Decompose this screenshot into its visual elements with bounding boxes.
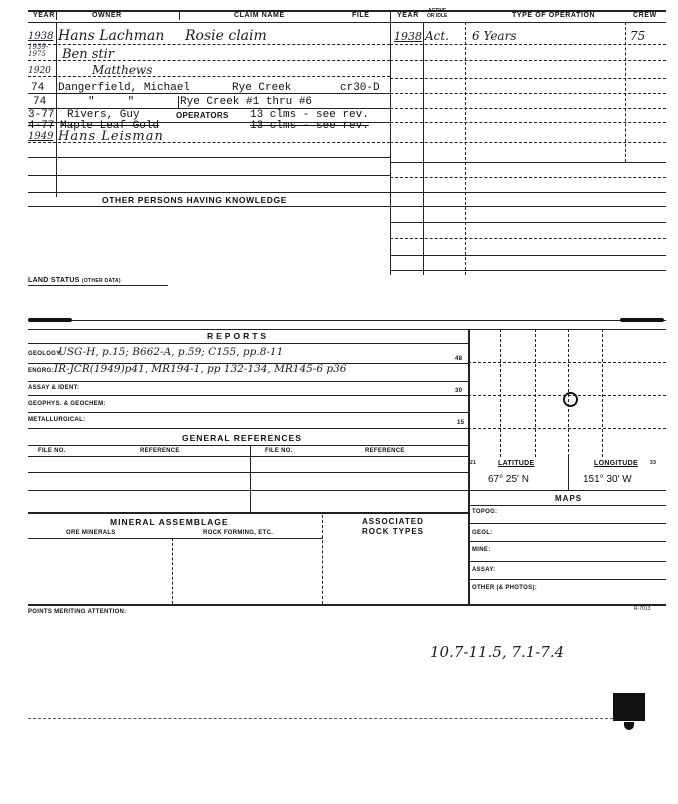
- maps-other-photos: OTHER (& PHOTOS):: [472, 585, 537, 591]
- header-active-or-idle: ACTIVE OR IDLE: [427, 8, 448, 19]
- longitude-label: LONGITUDE: [594, 460, 638, 467]
- genref-header-reference-2: REFERENCE: [365, 448, 405, 454]
- genref-header-reference-1: REFERENCE: [140, 448, 180, 454]
- maps-title: MAPS: [555, 494, 583, 503]
- general-references-title: GENERAL REFERENCES: [182, 433, 302, 443]
- owner-row-8-year: 1949: [28, 131, 54, 142]
- grid-number-48: 48: [455, 356, 463, 362]
- black-tab-mark: [624, 722, 634, 730]
- longitude-corner: 33: [650, 460, 657, 466]
- owner-row-7-claim: 13 clms - see rev.: [250, 120, 369, 132]
- rock-forming-label: ROCK FORMING, ETC.: [203, 530, 274, 536]
- genref-header-file-no-1: FILE NO.: [38, 448, 66, 454]
- owner-row-6-claim: 13 clms - see rev.: [250, 109, 369, 121]
- operation-year: 1938: [394, 30, 422, 43]
- metallurgical-label: METALLURGICAL:: [28, 417, 86, 423]
- owner-row-2-owner: Ben stir: [62, 47, 115, 62]
- owner-row-2-year: 1939- 1975: [28, 43, 49, 58]
- header-year-2: YEAR: [397, 12, 419, 19]
- header-type-of-operation: TYPE OF OPERATION: [512, 12, 596, 19]
- owner-row-1-owner: Hans Lachman: [58, 28, 165, 44]
- owner-row-7-owner: Maple Leaf Gold: [60, 120, 160, 132]
- latitude-value: 67° 25' N: [488, 474, 529, 485]
- assay-ident-label: ASSAY & IDENT:: [28, 385, 80, 391]
- engrg-label: ENGRG:: [28, 368, 54, 374]
- owner-row-7-year: 4-77: [28, 120, 55, 132]
- location-marker-icon: [563, 392, 578, 407]
- genref-header-file-no-2: FILE NO.: [265, 448, 293, 454]
- owner-row-8-owner: Hans Leisman: [58, 129, 164, 144]
- latitude-corner: 21: [470, 460, 477, 466]
- other-persons-label: OTHER PERSONS HAVING KNOWLEDGE: [102, 195, 288, 205]
- geology-value: USG-H, p.15; B662-A, p.59; C155, pp.8-11: [58, 346, 284, 358]
- longitude-value: 151° 30' W: [583, 474, 632, 485]
- owner-row-4-file: cr30-D: [340, 82, 380, 94]
- grid-number-15: 15: [457, 420, 465, 426]
- latitude-label: LATITUDE: [498, 460, 535, 467]
- form-number: R-7013: [634, 606, 651, 612]
- black-square-mark: [613, 693, 645, 721]
- engrg-value: IR-JCR(1949)p41, MR194-1, pp 132-134, MR145-6 p36: [54, 363, 347, 375]
- ore-minerals-label: ORE MINERALS: [66, 530, 116, 536]
- maps-topog: TOPOG:: [472, 509, 498, 515]
- maps-geol: GEOL:: [472, 530, 493, 536]
- owner-row-6-year: 3-77: [28, 109, 55, 121]
- header-crew: CREW: [633, 12, 657, 19]
- operators-label: OPERATORS: [176, 111, 229, 120]
- header-year: YEAR: [33, 12, 55, 19]
- grid-number-30: 30: [455, 388, 463, 394]
- owner-row-5-owner: " ": [88, 96, 135, 108]
- header-file: FILE: [352, 12, 370, 19]
- owner-row-1-claim: Rosie claim: [185, 28, 267, 44]
- header-owner: OWNER: [92, 12, 122, 19]
- land-status-label: LAND STATUS (OTHER DATA): [28, 277, 121, 284]
- operation-crew: 75: [630, 29, 646, 43]
- reports-title: REPORTS: [207, 331, 270, 341]
- owner-row-3-year: 1920: [28, 66, 51, 76]
- owner-row-4-claim: Rye Creek: [232, 82, 292, 94]
- operation-type: 6 Years: [472, 29, 517, 43]
- owner-row-6-owner: Rivers, Guy: [67, 109, 140, 121]
- owner-row-4-year: 74: [31, 82, 45, 94]
- maps-assay: ASSAY:: [472, 567, 496, 573]
- associated-label: ASSOCIATED: [362, 517, 424, 526]
- rock-types-label: ROCK TYPES: [362, 527, 425, 536]
- footer-note: 10.7-11.5, 7.1-7.4: [430, 643, 565, 661]
- owner-row-4-owner: Dangerfield, Michael: [58, 82, 191, 94]
- maps-mine: MINE:: [472, 547, 491, 553]
- geology-label: GEOLOGY:: [28, 351, 63, 357]
- owner-row-3-owner: Matthews: [92, 63, 153, 77]
- header-claim-name: CLAIM NAME: [234, 12, 285, 19]
- owner-row-1-year: 1938: [28, 31, 54, 42]
- mineral-assemblage-title: MINERAL ASSEMBLAGE: [110, 517, 229, 527]
- geophys-label: GEOPHYS. & GEOCHEM:: [28, 401, 106, 407]
- points-meriting-attention-label: POINTS MERITING ATTENTION:: [28, 609, 127, 615]
- owner-row-5-year: 74: [33, 96, 47, 108]
- owner-row-5-claim: Rye Creek #1 thru #6: [180, 96, 313, 108]
- operation-active: Act.: [425, 29, 450, 43]
